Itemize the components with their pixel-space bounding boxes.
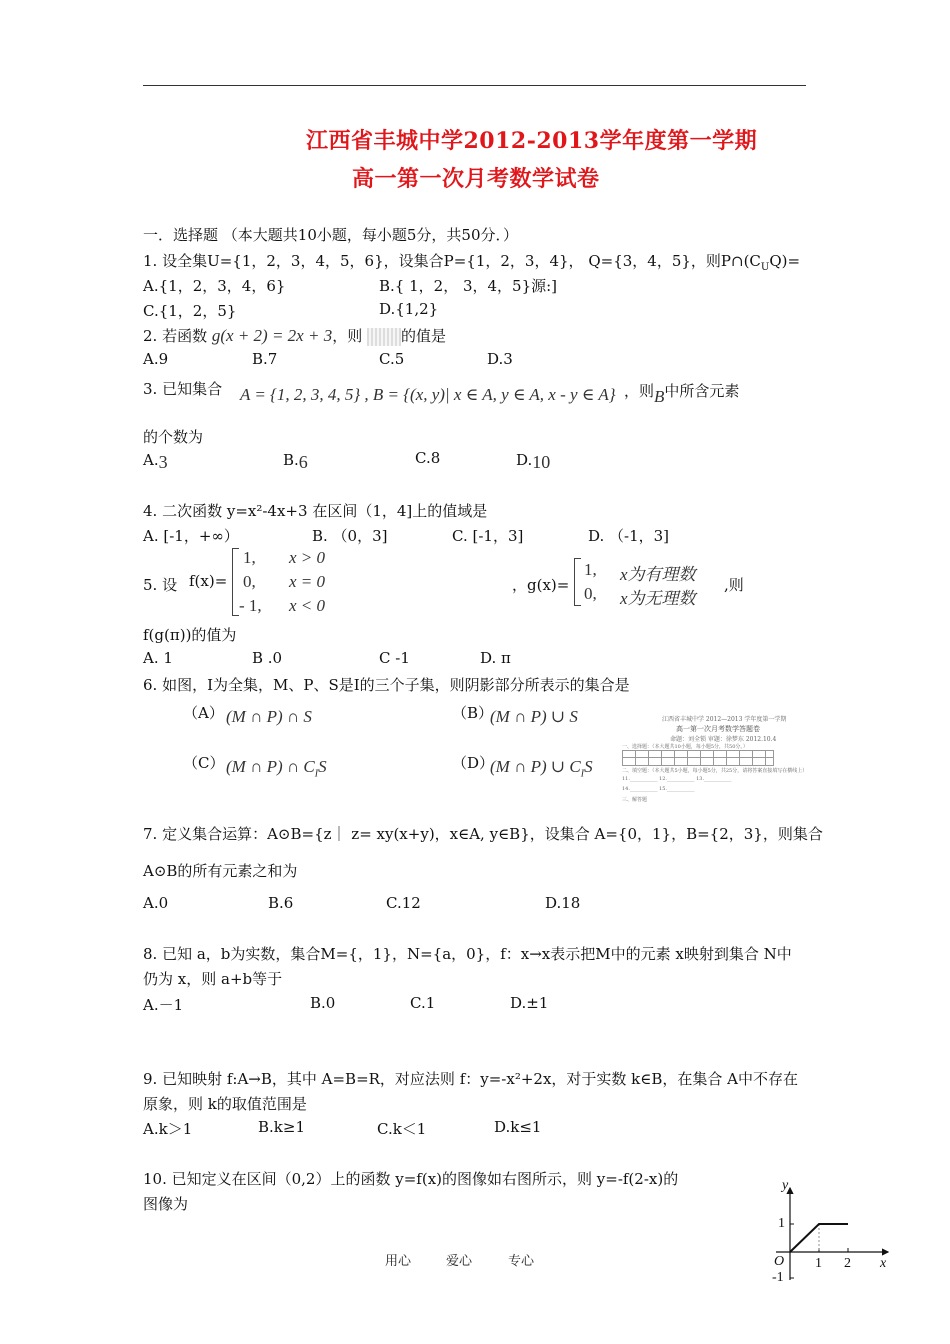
q5-case2-cond: x = 0 (289, 572, 326, 591)
q3-stem-pre: 3. 已知集合 (143, 380, 223, 398)
thumb-grid (622, 750, 774, 766)
q5-line2: f(g(π))的值为 (143, 626, 237, 644)
q1-option-c: C.{1，2，5} (143, 302, 237, 320)
q4-option-c: C. [-1，3] (452, 527, 524, 545)
q7-line2: A⊙B的所有元素之和为 (143, 862, 298, 880)
question-9: 9. 已知映射 f:A→B，其中 A=B=R，对应法则 f：y=-x²+2x，对于实数 k∈B，在集合 A中不存在 (143, 1070, 798, 1088)
q9-line2: 原象，则 k的取值范围是 (143, 1095, 307, 1113)
q5-option-d: D. π (480, 649, 511, 667)
graph-x-label: x (880, 1256, 887, 1271)
q2-option-d: D.3 (487, 350, 513, 368)
q6-option-c: (M ∩ P) ∩ $C_IS$ (226, 757, 327, 780)
q8-option-a: A.－1 (143, 996, 184, 1014)
q6-option-b: (M ∩ P) ∪ S (490, 707, 578, 726)
q5-case3-cond: x < 0 (289, 596, 326, 615)
q6-option-d: (M ∩ P) ∪ $C_IS$ (490, 757, 593, 780)
q5-stem-pre: 5. 设 (143, 576, 178, 594)
footer-text-1: 用心 (385, 1254, 412, 1269)
q5-g-case1-val: 1, (584, 560, 597, 579)
graph-tick-x1-label: 1 (815, 1256, 822, 1271)
q5-case1-cond: x > 0 (289, 548, 326, 567)
q7-option-a: A.0 (143, 894, 169, 912)
section-heading: 一．选择题 （本大题共10小题，每小题5分，共50分．） (143, 226, 518, 244)
function-graph (758, 1180, 898, 1290)
answer-sheet-thumbnail (620, 714, 810, 806)
q1-stem-end: Q)= (769, 252, 801, 270)
q3-option-d: D.10 (516, 451, 551, 472)
q8-option-c: C.1 (410, 994, 436, 1012)
q2-stem-end: 的值是 (401, 327, 447, 345)
question-8: 8. 已知 a，b为实数，集合M={，1}，N={a，0}，f：x→x表示把M中的元素 x映射到集合 N中 (143, 945, 792, 963)
question-2 (143, 325, 446, 346)
q2-option-b: B.7 (252, 350, 278, 368)
q9-option-b: B.k≥1 (258, 1118, 305, 1136)
q5-case2-val: 0, (243, 572, 256, 591)
q3-stem-line2: 的个数为 (143, 428, 204, 446)
question-3 (143, 378, 222, 399)
question-7: 7. 定义集合运算：A⊙B={z｜ z= xy(x+y)，x∈A, y∈B}，设集合 A={0，1}，B={2，3}，则集合 (143, 825, 823, 843)
header-rule (143, 85, 806, 86)
q2-stem-pre: 2. 若函数 (143, 327, 208, 345)
q5-option-a: A. 1 (143, 649, 173, 667)
question-10: 10. 已知定义在区间（0,2）上的函数 y=f(x)的图像如右图所示，则 y=-f(2-x)的 (143, 1170, 679, 1188)
q2-blurred-expression (367, 328, 401, 346)
q5-option-b: B .0 (252, 649, 283, 667)
q5-tail: ,则 (724, 576, 744, 594)
q5-gx: ，g(x)= (512, 576, 570, 594)
q9-option-c: C.k＜1 (377, 1120, 427, 1138)
graph-tick-x2-label: 2 (844, 1256, 851, 1271)
q5-f-brace (232, 548, 239, 616)
q9-option-d: D.k≤1 (494, 1118, 542, 1136)
q1-option-d: D.{1,2} (379, 300, 439, 318)
q7-option-c: C.12 (386, 894, 421, 912)
thumb-title2: 高一第一次月考数学答题卷 (676, 725, 760, 733)
q5-case1-val: 1, (243, 548, 256, 567)
q6-option-d-label: （D） (452, 754, 495, 772)
q5-g-case2-cond: x为无理数 (620, 589, 696, 608)
q5-g-case2-val: 0, (584, 584, 597, 603)
question-4: 4. 二次函数 y=x²-4x+3 在区间（1，4]上的值域是 (143, 502, 488, 520)
thumb-row3: 11.___________ 12.___________ 13.___________ (622, 776, 732, 782)
q1-sub: U (760, 262, 770, 273)
q10-line2: 图像为 (143, 1195, 189, 1213)
thumb-row2: 二、填空题：（本大题共5小题，每小题5分，共25分，请将答案直接填写在横线上） (622, 768, 808, 774)
q3-option-b: B.6 (283, 451, 308, 472)
q2-stem-post: ，则 (332, 327, 363, 345)
q6-option-b-label: （B） (452, 704, 494, 722)
q5-g-case1-cond: x为有理数 (620, 565, 696, 584)
q3-stem-post: ，则B中所含元素 (624, 382, 740, 406)
q5-g-brace (574, 558, 581, 606)
graph-tick-y1-label: 1 (778, 1216, 785, 1231)
graph-origin: O (774, 1254, 785, 1269)
footer-text-2: 爱心 (446, 1254, 473, 1269)
exam-title-line1: 江西省丰城中学2012-2013学年度第一学期 (306, 128, 758, 154)
thumb-title1: 江西省丰城中学 2012—2013 学年度第一学期 (662, 716, 787, 723)
q6-option-c-label: （C） (183, 754, 225, 772)
q6-option-a: (M ∩ P) ∩ S (226, 707, 312, 726)
footer-text-3: 专心 (508, 1254, 535, 1269)
q2-formula: g(x + 2) = 2x + 3 (211, 326, 333, 345)
question-1 (143, 250, 800, 273)
thumb-title3: 命题：刘全锁 审题：徐梦东 2012.10.4 (670, 736, 777, 743)
q3-option-a: A.3 (143, 451, 168, 472)
q5-fx: f(x)= (189, 572, 228, 590)
q5-option-c: C -1 (379, 649, 410, 667)
q1-stem: 1. 设全集U={1，2，3，4，5，6}，设集合P={1，2，3，4}， Q={3，4，5}，则P∩(C (143, 252, 761, 270)
q1-option-b: B.{ 1，2， 3，4，5}源:] (379, 277, 558, 295)
thumb-row5: 三、解答题 (622, 797, 648, 803)
q3-option-c: C.8 (415, 449, 441, 467)
q6-option-a-label: （A） (183, 704, 224, 722)
q3-formula: A = {1, 2, 3, 4, 5} , B = {(x, y)| x ∈ A, y ∈ A, x - y ∈ A} (240, 385, 616, 404)
q5-case3-val: - 1, (239, 596, 262, 615)
exam-title-line2: 高一第一次月考数学试卷 (352, 166, 600, 192)
q7-option-b: B.6 (268, 894, 294, 912)
q2-option-c: C.5 (379, 350, 405, 368)
q8-line2: 仍为 x，则 a+b等于 (143, 970, 283, 988)
q1-option-a: A.{1，2，3，4，6} (143, 277, 286, 295)
question-6: 6. 如图，I为全集，M、P、S是I的三个子集，则阴影部分所表示的集合是 (143, 676, 630, 694)
q4-option-b: B. （0，3] (312, 527, 388, 545)
q4-option-d: D. （-1，3] (588, 527, 670, 545)
q7-option-d: D.18 (545, 894, 581, 912)
thumb-grid-mid (622, 757, 773, 758)
graph-tick-yneg1-label: -1 (772, 1270, 784, 1285)
q9-option-a: A.k＞1 (143, 1120, 193, 1138)
thumb-row1: 一、选择题：（本大题共10小题，每小题5分，共50分。） (622, 744, 748, 750)
thumb-row4: 14.___________ 15.___________ (622, 786, 695, 792)
graph-y-label: y (782, 1178, 789, 1193)
q8-option-d: D.±1 (510, 994, 549, 1012)
q2-option-a: A.9 (143, 350, 169, 368)
q4-option-a: A. [-1，+∞） (143, 527, 239, 545)
q8-option-b: B.0 (310, 994, 336, 1012)
